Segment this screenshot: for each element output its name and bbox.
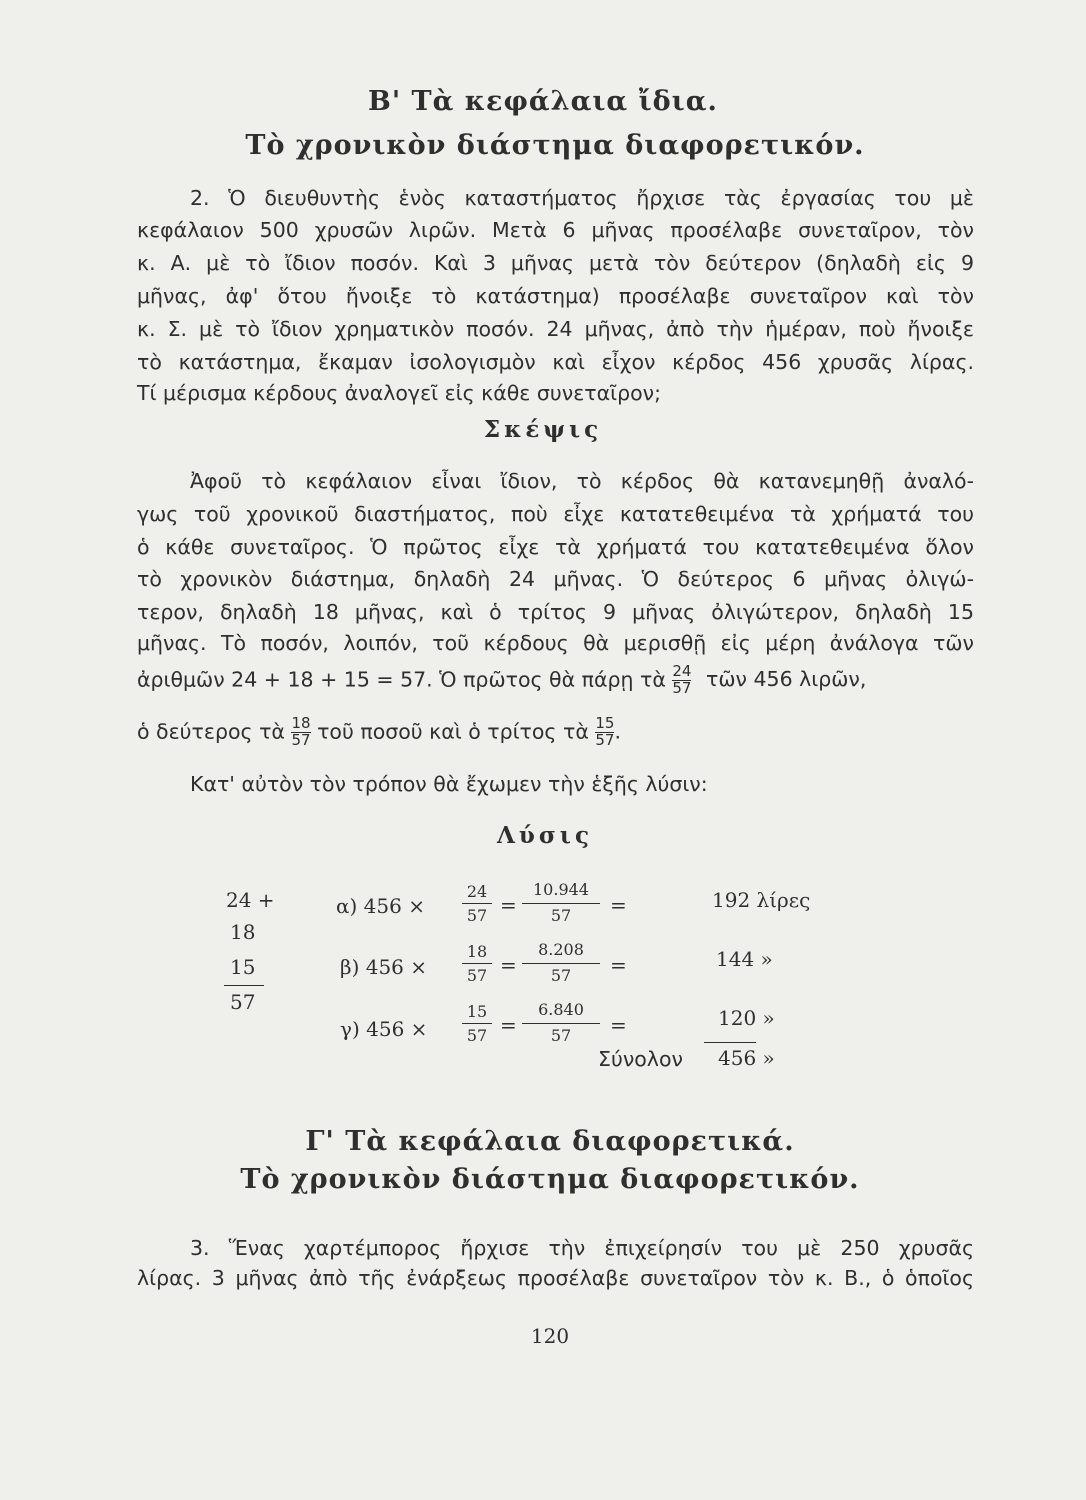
problem2-line-7: Τί μέρισμα κέρδους ἀναλογεῖ εἰς κάθε συνεταῖρον;	[137, 381, 661, 405]
row-b-frac-line	[462, 963, 492, 964]
row-c-result: 120 »	[718, 1006, 775, 1030]
problem2-line-3: κ. Α. μὲ τὸ ἴδιον ποσόν. Καὶ 3 μῆνας μετὰ τὸν δεύτερον (δηλαδὴ εἰς 9	[137, 251, 974, 275]
skepsis-line-8-text-b: τοῦ ποσοῦ καὶ ὁ τρίτος τὰ	[317, 719, 589, 744]
skepsis-line-8-text-a: ὁ δεύτερος τὰ	[137, 719, 285, 744]
fraction-numerator: 24	[672, 662, 692, 680]
fraction-15-57	[595, 716, 614, 749]
row-a-num: 24	[466, 882, 488, 901]
skepsis-line-8-end: .	[614, 719, 621, 744]
skepsis-line-7-text: ἀριθμῶν 24 + 18 + 15 = 57. Ὁ πρῶτος θὰ πάρῃ τὰ	[137, 667, 666, 692]
total-value: 456 »	[718, 1046, 775, 1070]
page-number: 120	[530, 1324, 570, 1348]
problem2-line-6: τὸ κατάστημα, ἔκαμαν ἰσολογισμὸν καὶ εἶχον κέρδος 456 χρυσᾶς λίρας.	[137, 350, 974, 374]
row-c-prod-line	[522, 1023, 600, 1024]
row-b-pden: 57	[550, 966, 572, 985]
row-c-eq1: =	[500, 1013, 517, 1037]
fraction-denominator: 57	[672, 678, 692, 697]
sum-term-18: 18	[230, 920, 256, 944]
row-c-pnum: 6.840	[538, 1000, 584, 1019]
row-c-num: 15	[466, 1002, 488, 1021]
row-c-eq2: =	[610, 1013, 627, 1037]
skepsis-line-1: Ἀφοῦ τὸ κεφάλαιον εἶναι ἴδιον, τὸ κέρδος θὰ κατανεμηθῇ ἀναλό-	[190, 469, 974, 493]
problem3-line-1: 3. Ἕνας χαρτέμπορος ἤρχισε τὴν ἐπιχείρησίν του μὲ 250 χρυσᾶς	[190, 1236, 974, 1260]
row-b-label: β) 456 ×	[340, 955, 428, 979]
problem3-line-2: λίρας. 3 μῆνας ἀπὸ τῆς ἐνάρξεως προσέλαβε συνεταῖρον τὸν κ. Β., ὁ ὁποῖος	[137, 1266, 974, 1290]
problem2-line-5: κ. Σ. μὲ τὸ ἴδιον χρηματικὸν ποσόν. 24 μῆνας, ἀπὸ τὴν ἡμέραν, ποὺ ἤνοιξε	[137, 317, 974, 341]
skepsis-line-7	[137, 664, 866, 697]
row-c-den: 57	[466, 1026, 488, 1045]
skepsis-line-4: τὸ χρονικὸν διάστημα, δηλαδὴ 24 μῆνας. Ὁ δεύτερος 6 μῆνας ὀλιγώ-	[137, 567, 974, 591]
total-rule	[704, 1042, 756, 1043]
skepsis-line-2: γως τοῦ χρονικοῦ διαστήματος, ποὺ εἶχε κατατεθειμένα τὰ χρήματά του	[137, 502, 974, 526]
row-b-eq2: =	[610, 953, 627, 977]
row-b-num: 18	[466, 942, 488, 961]
problem2-line-2: κεφάλαιον 500 χρυσῶν λιρῶν. Μετὰ 6 μῆνας προσέλαβε συνεταῖρον, τὸν	[137, 218, 974, 242]
row-a-frac-line	[462, 903, 492, 904]
skepsis-line-3: ὁ κάθε συνεταῖρος. Ὁ πρῶτος εἶχε τὰ χρήματά του κατατεθειμένα ὅλον	[137, 535, 974, 559]
sum-term-15: 15	[230, 955, 256, 979]
fraction-denominator: 57	[291, 730, 311, 749]
problem2-line-4: μῆνας, ἀφ' ὅτου ἤνοιξε τὸ κατάστημα) προσέλαβε συνεταῖρον καὶ τὸν	[137, 284, 974, 308]
skepsis-line-8	[137, 716, 621, 749]
row-c-pden: 57	[550, 1026, 572, 1045]
section-c-title-2: Τὸ χρονικὸν διάστημα διαφορετικόν.	[240, 1164, 860, 1195]
fraction-numerator: 18	[291, 714, 311, 732]
row-b-result: 144 »	[716, 947, 773, 971]
row-a-den: 57	[466, 906, 488, 925]
total-label: Σύνολον	[598, 1047, 683, 1071]
row-a-eq1: =	[500, 893, 517, 917]
fraction-denominator: 57	[595, 730, 615, 749]
row-a-eq2: =	[610, 893, 627, 917]
sum-total-57: 57	[230, 990, 256, 1014]
skepsis-line-6: μῆνας. Τὸ ποσόν, λοιπόν, τοῦ κέρδους θὰ μερισθῇ εἰς μέρη ἀνάλογα τῶν	[137, 631, 974, 655]
fraction-numerator: 15	[595, 714, 615, 732]
fraction-24-57	[672, 664, 691, 697]
row-b-prod-line	[522, 963, 600, 964]
row-a-pden: 57	[550, 906, 572, 925]
lysis-title: Λύσις	[497, 822, 593, 849]
skepsis-line-9: Κατ' αὐτὸν τὸν τρόπον θὰ ἔχωμεν τὴν ἑξῆς λύσιν:	[190, 772, 708, 796]
row-c-label: γ) 456 ×	[340, 1017, 428, 1041]
row-a-pnum: 10.944	[533, 880, 589, 899]
row-a-prod-line	[522, 903, 600, 904]
section-c-title-1: Γ' Τὰ κεφάλαια διαφορετικά.	[305, 1126, 795, 1157]
row-c-frac-line	[462, 1023, 492, 1024]
row-b-den: 57	[466, 966, 488, 985]
sum-term-24: 24 +	[226, 888, 275, 912]
section-b-title-1: Β' Τὰ κεφάλαια ἴδια.	[368, 86, 718, 117]
skepsis-line-5: τερον, δηλαδὴ 18 μῆνας, καὶ ὁ τρίτος 9 μῆνας ὀλιγώτερον, δηλαδὴ 15	[137, 600, 974, 624]
row-a-label: α) 456 ×	[336, 894, 425, 918]
skepsis-line-7-end: τῶν 456 λιρῶν,	[706, 667, 867, 692]
skepsis-title: Σκέψις	[483, 416, 603, 443]
fraction-18-57	[291, 716, 310, 749]
row-b-pnum: 8.208	[538, 940, 584, 959]
sum-rule	[224, 985, 264, 986]
section-b-title-2: Τὸ χρονικὸν διάστημα διαφορετικόν.	[245, 130, 865, 161]
row-b-eq1: =	[500, 953, 517, 977]
row-a-result: 192 λίρες	[712, 888, 811, 912]
problem2-line-1: 2. Ὁ διευθυντὴς ἑνὸς καταστήματος ἤρχισε τὰς ἐργασίας του μὲ	[190, 186, 974, 210]
